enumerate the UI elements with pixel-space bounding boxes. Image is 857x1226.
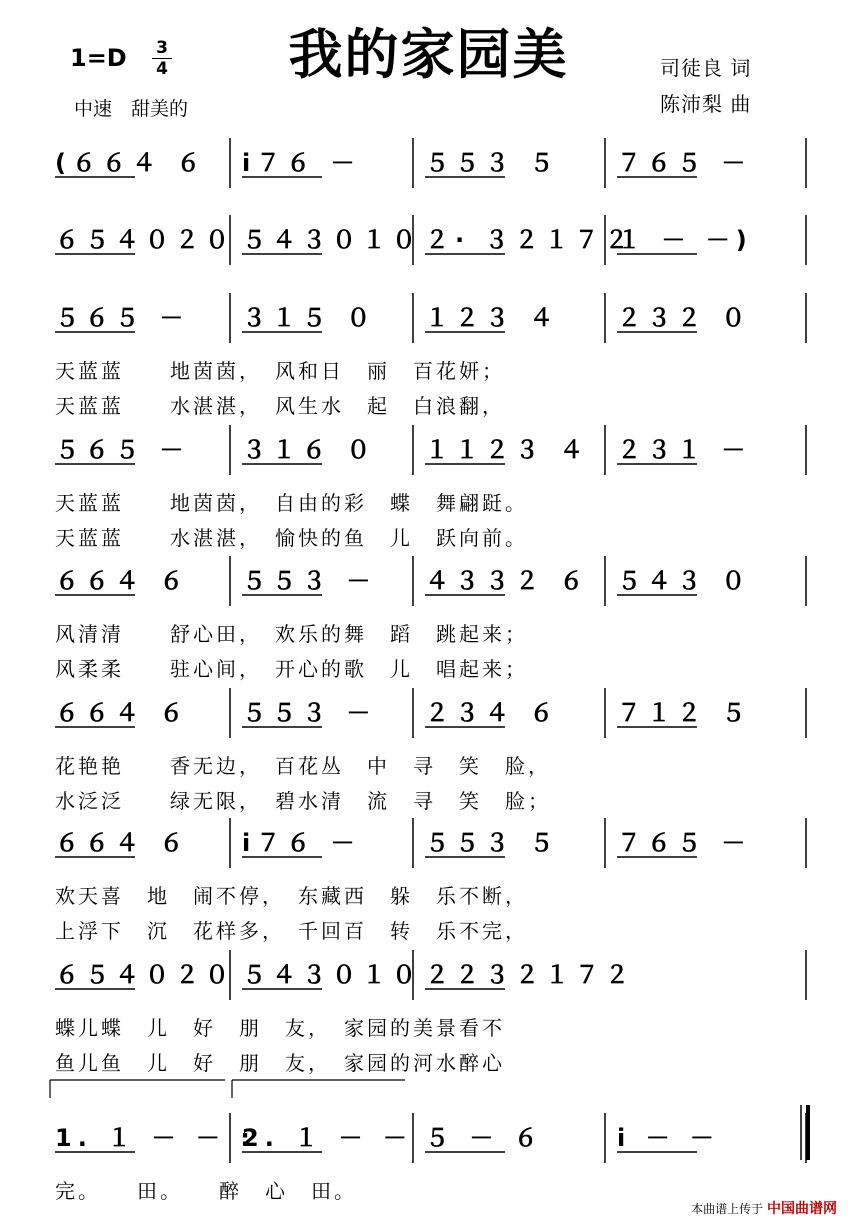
measure-notes: ６５４０２０ bbox=[55, 961, 235, 989]
footer-text: 本曲谱上传于 bbox=[691, 1202, 764, 1216]
measure-notes: ５５３ ５ bbox=[425, 829, 560, 857]
measure-notes: ６６４ ６ bbox=[55, 699, 190, 727]
lyric-line: 完。 田。 醉 心 田。 bbox=[55, 1179, 357, 1203]
measure-notes: ５４３０１０ bbox=[242, 226, 422, 254]
measure-notes: i７６ － bbox=[242, 149, 361, 177]
footer bbox=[691, 1198, 837, 1218]
measure-notes: ６６４ ６ bbox=[55, 829, 190, 857]
lyric-line: 花艳艳 香无边， 百花丛 中 寻 笑 脸， bbox=[55, 754, 551, 778]
measure-notes: ４３３２ ６ bbox=[425, 567, 590, 595]
footer-site: 中国曲谱网 bbox=[767, 1201, 837, 1217]
key-signature: 1=D bbox=[70, 44, 127, 72]
measure-notes: １ － －) bbox=[617, 226, 753, 254]
lyric-line: 天蓝蓝 地茵茵， 风和日 丽 百花妍； bbox=[55, 359, 505, 383]
measure-notes: ３１６ ０ bbox=[242, 436, 377, 464]
lyricist-credit: 司徒良 词 bbox=[660, 56, 752, 80]
measure-notes: i７６ － bbox=[242, 829, 361, 857]
measure-notes: ７６５ － bbox=[617, 149, 752, 177]
lyric-line: 天蓝蓝 水湛湛， 愉快的鱼 儿 跃向前。 bbox=[55, 526, 528, 550]
lyric-line: 上浮下 沉 花样多， 千回百 转 乐不完， bbox=[55, 919, 528, 943]
measure-notes: ７１２ ５ bbox=[617, 699, 752, 727]
measure-notes: 2. １ － － bbox=[242, 1124, 413, 1152]
measure-notes: １１２３ ４ bbox=[425, 436, 590, 464]
lyric-line: 风柔柔 驻心间， 开心的歌 儿 唱起来； bbox=[55, 657, 528, 681]
measure-notes: ２３４ ６ bbox=[425, 699, 560, 727]
lyric-line: 欢天喜 地 闹不停， 东藏西 躲 乐不断， bbox=[55, 884, 528, 908]
measure-notes: ６６４ ６ bbox=[55, 567, 190, 595]
tempo-marking: 中速 甜美的 bbox=[74, 98, 189, 120]
song-title: 我的家园美 bbox=[288, 22, 569, 86]
meter-numerator: 3 bbox=[156, 38, 168, 58]
lyric-line: 水泛泛 绿无限， 碧水清 流 寻 笑 脸； bbox=[55, 789, 551, 813]
meter-denominator: 4 bbox=[152, 58, 172, 79]
composer-credit: 陈沛梨 曲 bbox=[660, 92, 752, 116]
measure-notes: ５４３ ０ bbox=[617, 567, 752, 595]
measure-notes: ３１５ ０ bbox=[242, 304, 377, 332]
measure-notes: ２２３２１７２ bbox=[425, 961, 635, 989]
lyric-line: 蝶儿蝶 儿 好 朋 友， 家园的美景看不 bbox=[55, 1016, 505, 1040]
measure-notes: ５ － ６ bbox=[425, 1124, 544, 1152]
measure-notes: ２· ３２１７２ bbox=[425, 226, 635, 254]
measure-notes: ５６５ － bbox=[55, 304, 190, 332]
measure-notes: ２３２ ０ bbox=[617, 304, 752, 332]
measure-notes: ５４３０１０ bbox=[242, 961, 422, 989]
measure-notes: 1. １ － － : bbox=[55, 1124, 256, 1152]
measure-notes: ６５４０２０ bbox=[55, 226, 235, 254]
measure-notes: (６６４ ６ bbox=[55, 149, 207, 177]
lyric-line: 鱼儿鱼 儿 好 朋 友， 家园的河水醉心 bbox=[55, 1051, 505, 1075]
measure-notes: ５６５ － bbox=[55, 436, 190, 464]
measure-notes: ２３１ － bbox=[617, 436, 752, 464]
measure-notes: １２３ ４ bbox=[425, 304, 560, 332]
measure-notes: ５５３ － bbox=[242, 567, 377, 595]
measure-notes: ５５３ － bbox=[242, 699, 377, 727]
measure-notes: i － － bbox=[617, 1124, 720, 1152]
measure-notes: ７６５ － bbox=[617, 829, 752, 857]
measure-notes: ５５３ ５ bbox=[425, 149, 560, 177]
lyric-line: 天蓝蓝 地茵茵， 自由的彩 蝶 舞翩跹。 bbox=[55, 491, 528, 515]
lyric-line: 天蓝蓝 水湛湛， 风生水 起 白浪翻， bbox=[55, 394, 505, 418]
lyric-line: 风清清 舒心田， 欢乐的舞 蹈 跳起来； bbox=[55, 622, 528, 646]
